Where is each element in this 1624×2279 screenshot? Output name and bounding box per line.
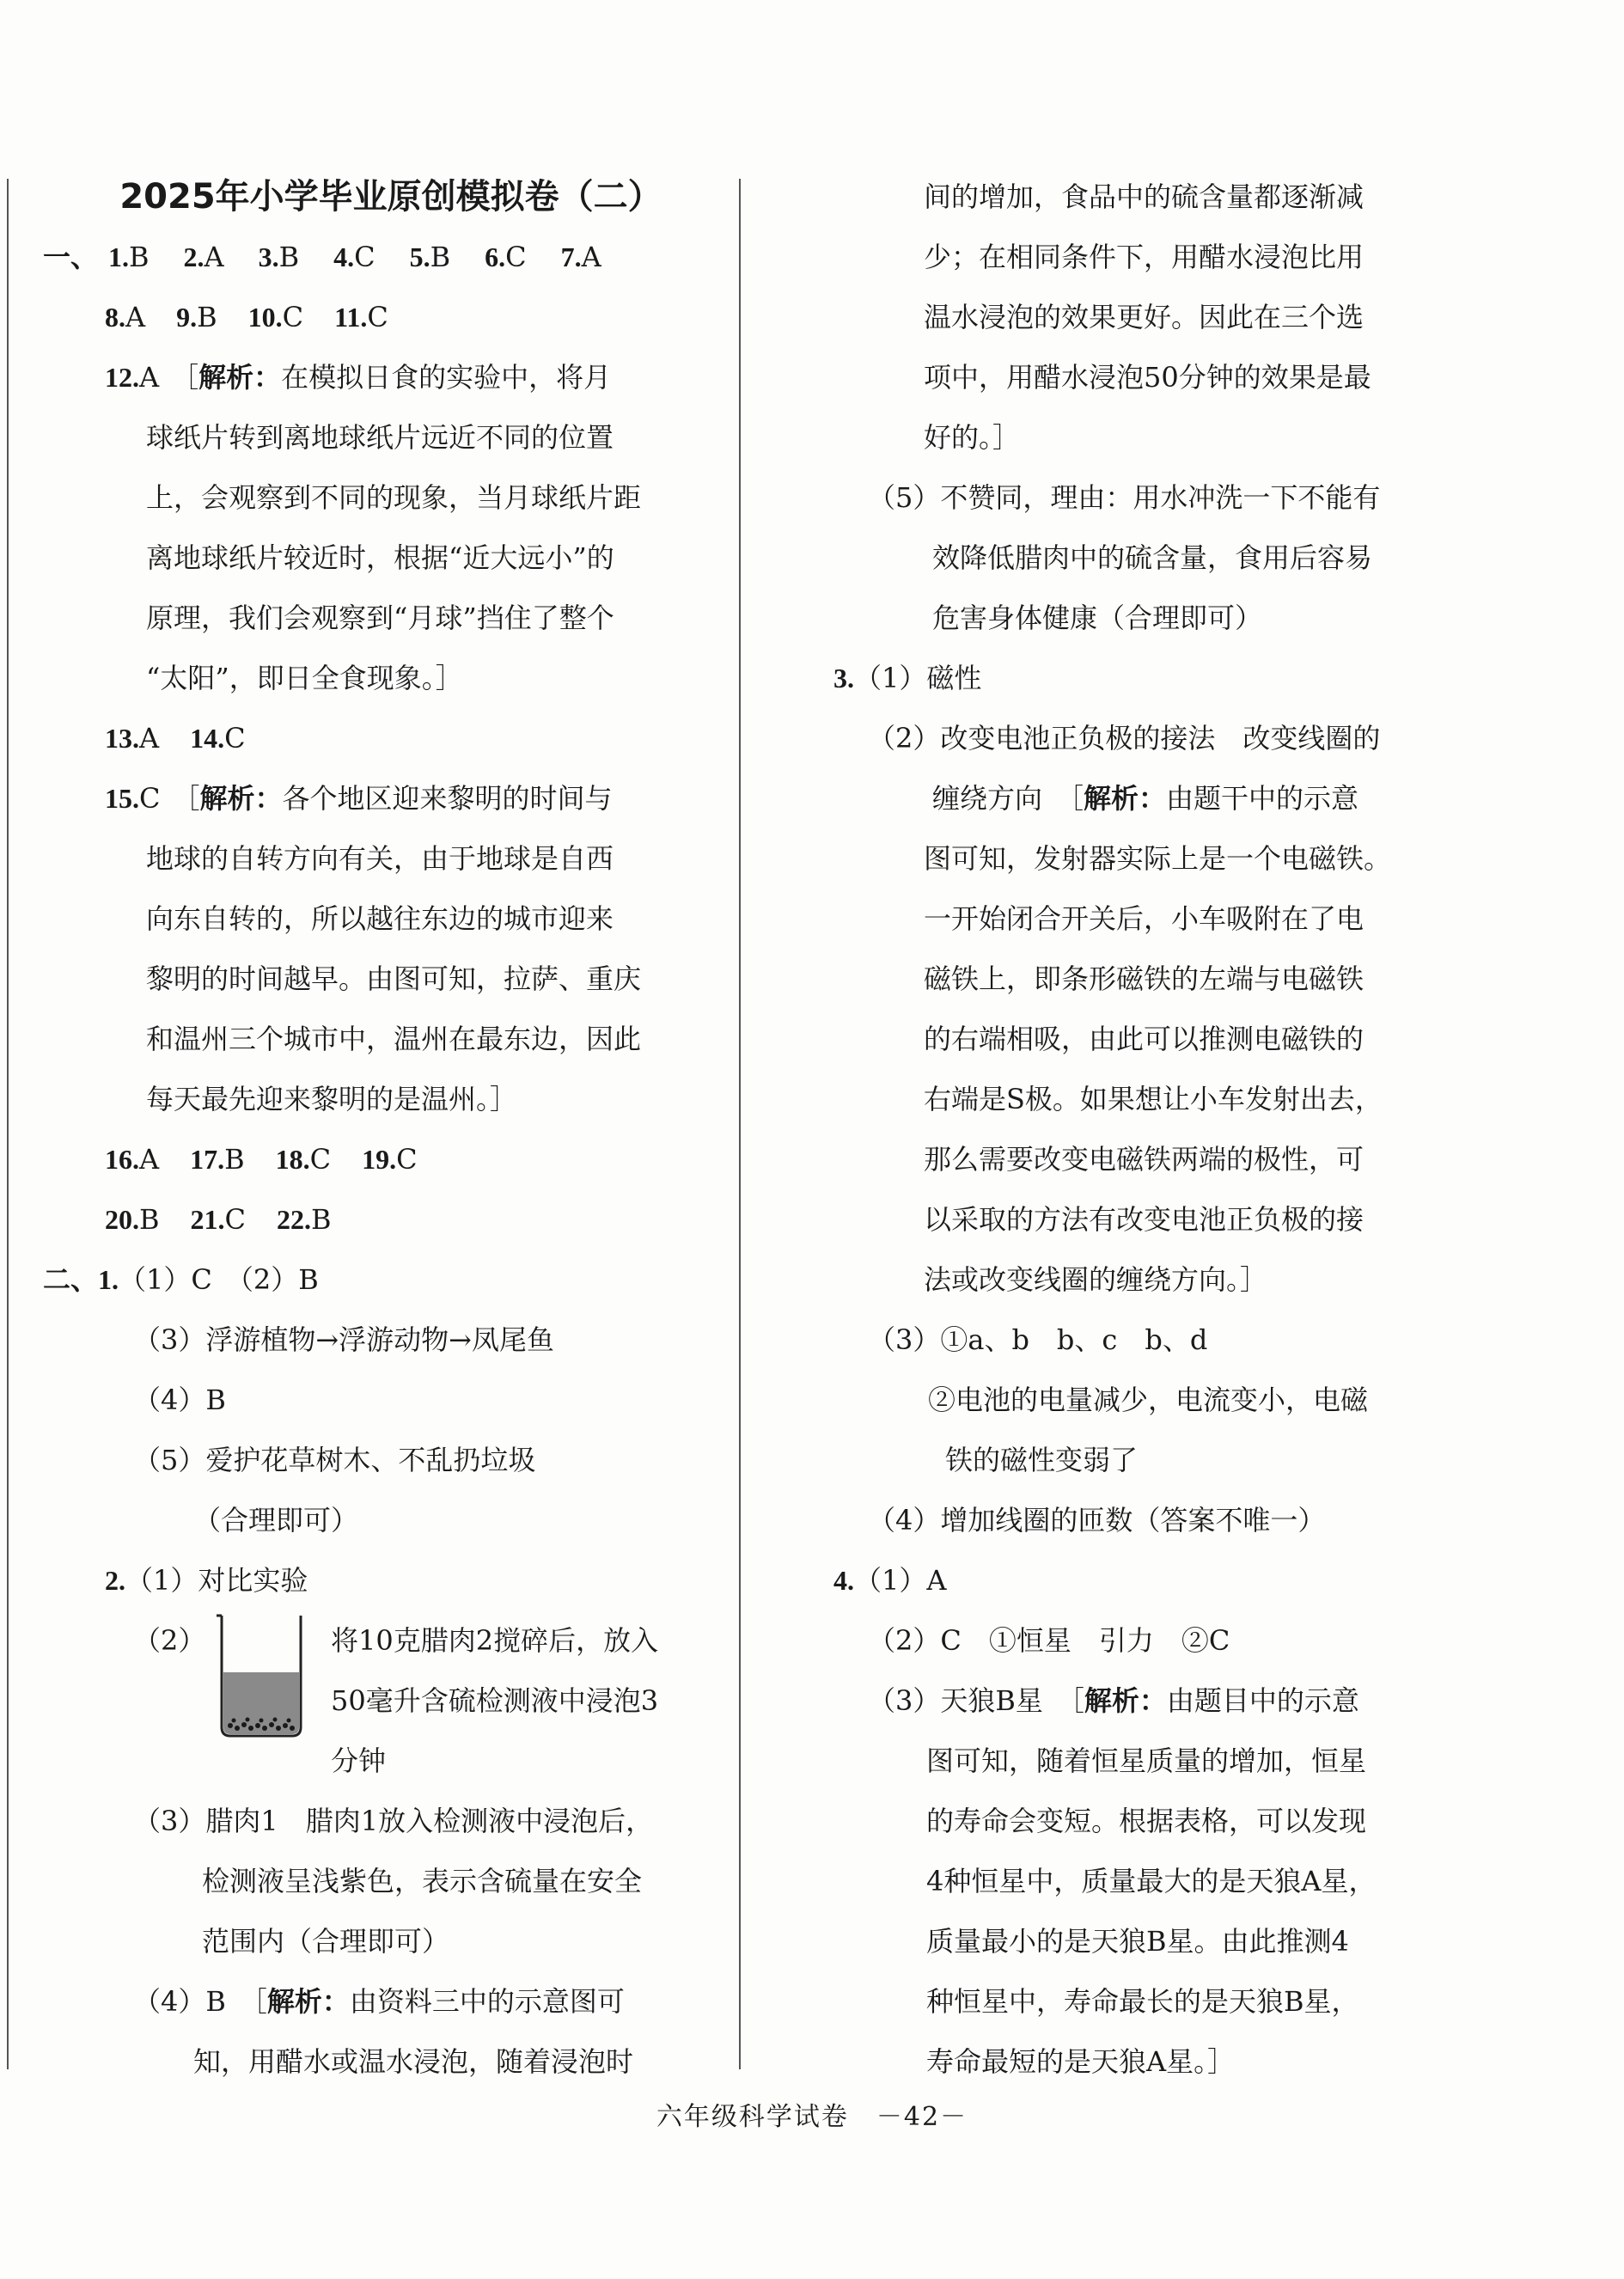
q15-line: 和温州三个城市中，温州在最东边，因此 — [146, 1023, 642, 1055]
q4-expl-line: 寿命最短的是天狼A星。］ — [926, 2045, 1236, 2078]
continued-line: 好的。］ — [924, 421, 1021, 454]
continued-line: 少；在相同条件下，用醋水浸泡比用 — [924, 241, 1365, 273]
q3-expl-line: 右端是S极。如果想让小车发射出去， — [924, 1083, 1383, 1115]
page-title: 2025年小学毕业原创模拟卷（二） — [119, 177, 662, 217]
q3-expl-line: 那么需要改变电磁铁两端的极性，可 — [924, 1143, 1365, 1176]
section-one-marker: 一、 — [43, 241, 99, 273]
column-divider — [739, 179, 741, 2069]
q2-2-part5-line: 危害身体健康（合理即可） — [932, 602, 1263, 634]
section-two-q1: 二、1.（1）C （2）B — [43, 1263, 319, 1296]
answer-row-1: 一、 1.B 2.A 3.B 4.C 5.B 6.C 7.A — [43, 241, 601, 273]
q2-2-part3-line: （3）腊肉1 腊肉1放入检测液中浸泡后， — [133, 1805, 654, 1837]
q4-expl-line: 图可知，随着恒星质量的增加，恒星 — [926, 1744, 1367, 1777]
q3-expl-line: 法或改变线圈的缠绕方向。］ — [924, 1263, 1268, 1296]
q2-2-first-line: 2.（1）对比实验 — [105, 1564, 308, 1597]
q2-2-part3-line: 检测液呈浅紫色，表示含硫量在安全 — [202, 1865, 643, 1897]
q4-line: （3）天狼B星 ［解析：由题目中的示意 — [868, 1684, 1359, 1717]
q2-1-line: （4）B — [133, 1384, 226, 1416]
q3-line: （4）增加线圈的匝数（答案不唯一） — [868, 1504, 1326, 1537]
section-two-marker: 二、 — [43, 1263, 99, 1296]
q2-2-part5-line: （5）不赞同，理由：用水冲洗一下不能有 — [868, 481, 1381, 514]
q2-2-part2-line: 将10克腊肉2搅碎后，放入 — [331, 1624, 659, 1657]
q3-expl-line: 磁铁上，即条形磁铁的左端与电磁铁 — [924, 962, 1365, 995]
q12-line: 离地球纸片较近时，根据“近大远小”的 — [146, 541, 614, 574]
q3-line: （3）①a、b b、c b、d — [868, 1323, 1208, 1356]
page-footer: 六年级科学试卷 －42－ — [656, 2102, 968, 2132]
q4-first-line: 4.（1）A — [833, 1564, 947, 1597]
q2-1-line: （5）爱护花草树木、不乱扔垃圾 — [133, 1444, 536, 1476]
q15-line: 地球的自转方向有关，由于地球是自西 — [146, 842, 614, 875]
q3-expl-line: 以采取的方法有改变电池正负极的接 — [924, 1203, 1365, 1236]
q2-1-line: （3）浮游植物→浮游动物→凤尾鱼 — [133, 1323, 554, 1356]
answer-row-2: 8.A 9.B 10.C 11.C — [105, 301, 388, 333]
q15-line: 向东自转的，所以越往东边的城市迎来 — [146, 902, 614, 935]
q2-2-part2-line: 分钟 — [331, 1744, 387, 1777]
q3-expl-line: 图可知，发射器实际上是一个电磁铁。 — [924, 842, 1392, 875]
q2-2-part2-line: 50毫升含硫检测液中浸泡3 — [331, 1684, 659, 1717]
answer-row-4: 16.A 17.B 18.C 19.C — [105, 1143, 418, 1176]
q2-2-part3-line: 范围内（合理即可） — [202, 1925, 450, 1958]
q2-2-part5-line: 效降低腊肉中的硫含量，食用后容易 — [932, 541, 1373, 574]
q3-line: 铁的磁性变弱了 — [945, 1444, 1139, 1476]
q3-first-line: 3.（1）磁性 — [833, 662, 982, 694]
q3-expl-line: 的右端相吸，由此可以推测电磁铁的 — [924, 1023, 1365, 1055]
q4-expl-line: 质量最小的是天狼B星。由此推测4 — [926, 1925, 1349, 1958]
q15-first-line: 15.C ［解析：各个地区迎来黎明的时间与 — [105, 782, 613, 815]
continued-line: 温水浸泡的效果更好。因此在三个选 — [924, 301, 1365, 333]
q4-line: （2）C ①恒星 引力 ②C — [868, 1624, 1230, 1657]
q3-line: 缠绕方向 ［解析：由题干中的示意 — [932, 782, 1359, 815]
q12-first-line: 12.A ［解析：在模拟日食的实验中，将月 — [105, 361, 612, 394]
left-margin-rule — [7, 179, 9, 2069]
q15-line: 每天最先迎来黎明的是温州。］ — [146, 1083, 518, 1115]
q2-1-line: （合理即可） — [193, 1504, 359, 1537]
q15-line: 黎明的时间越早。由图可知，拉萨、重庆 — [146, 962, 642, 995]
q4-expl-line: 的寿命会变短。根据表格，可以发现 — [926, 1805, 1367, 1837]
q12-line: 上，会观察到不同的现象，当月球纸片距 — [146, 481, 642, 514]
answer-row-5: 20.B 21.C 22.B — [105, 1203, 332, 1236]
q12-line: “太阳”，即日全食现象。］ — [146, 662, 463, 694]
q12-line: 原理，我们会观察到“月球”挡住了整个 — [146, 602, 614, 634]
q3-line: （2）改变电池正负极的接法 改变线圈的 — [868, 722, 1381, 755]
q4-expl-line: 4种恒星中，质量最大的是天狼A星， — [926, 1865, 1377, 1897]
q2-2-part4-line: （4）B ［解析：由资料三中的示意图可 — [133, 1985, 625, 2018]
q3-expl-line: 一开始闭合开关后，小车吸附在了电 — [924, 902, 1365, 935]
beaker-illustration — [213, 1607, 308, 1740]
q2-2-part2-label: （2） — [133, 1624, 206, 1657]
q3-line: ②电池的电量减少，电流变小，电磁 — [928, 1384, 1369, 1416]
q2-2-part4-line: 知，用醋水或温水浸泡，随着浸泡时 — [193, 2045, 634, 2078]
continued-line: 间的增加，食品中的硫含量都逐渐减 — [924, 180, 1365, 213]
continued-line: 项中，用醋水浸泡50分钟的效果是最 — [924, 361, 1371, 394]
answer-row-3: 13.A 14.C — [105, 722, 246, 755]
q4-expl-line: 种恒星中，寿命最长的是天狼B星， — [926, 1985, 1359, 2018]
q12-line: 球纸片转到离地球纸片远近不同的位置 — [146, 421, 614, 454]
